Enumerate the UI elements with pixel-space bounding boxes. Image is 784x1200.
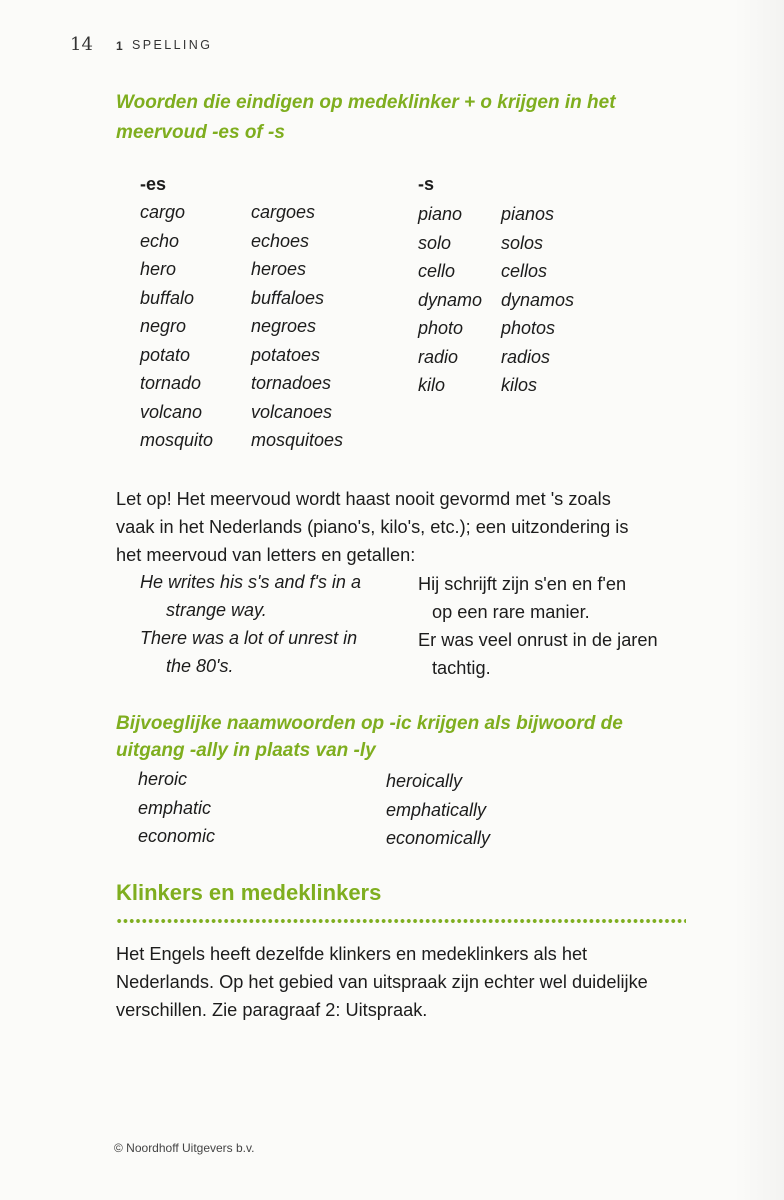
word-item: kilos [501, 375, 538, 395]
note-line1: Let op! Het meervoud wordt haast nooit gevormd met 's zoals [116, 489, 611, 509]
section3-line1: Het Engels heeft dezelfde klinkers en medeklinkers als het [116, 944, 588, 964]
example2-dutch-line2: tachtig. [432, 658, 491, 678]
word-item: tornado [140, 373, 202, 393]
word-item: echo [140, 230, 180, 251]
word-item: solos [501, 232, 544, 253]
word-item: emphatically [386, 799, 487, 820]
example1-english-line1: He writes his s's and f's in a [140, 572, 361, 592]
word-item: emphatic [138, 797, 212, 818]
example2-english-line1: There was a lot of unrest in [140, 628, 358, 648]
word-item: solo [418, 232, 452, 253]
word-item: potatoes [251, 344, 321, 365]
es-column-label: -es [140, 174, 167, 194]
word-item: radios [501, 346, 551, 367]
word-item: hero [140, 259, 177, 279]
word-item: heroic [138, 769, 188, 789]
section2-heading-line2: uitgang -ally in plaats van -ly [116, 740, 376, 761]
word-item: negro [140, 316, 187, 336]
section1-heading-line1: Woorden die eindigen op medeklinker + o krijgen in het [116, 92, 616, 113]
word-item: radio [418, 346, 459, 367]
example1-dutch-line2: op een rare manier. [432, 602, 590, 622]
dotted-divider [116, 918, 686, 924]
word-item: echoes [251, 230, 310, 251]
es-plural-list [251, 198, 343, 455]
chapter-title: SPELLING [132, 38, 213, 52]
word-item: volcanoes [251, 401, 333, 422]
adjective-list [138, 765, 215, 851]
word-item: photo [418, 318, 464, 338]
word-item: dynamos [501, 289, 575, 310]
word-item: tornadoes [251, 373, 332, 393]
s-plural-list [501, 200, 574, 400]
page-number: 14 [70, 34, 93, 55]
word-item: cargoes [251, 202, 316, 222]
section1-heading-line2: meervoud -es of -s [116, 122, 285, 143]
section3-line2: Nederlands. Op het gebied van uitspraak zijn echter wel duidelijke [116, 972, 648, 992]
word-item: negroes [251, 316, 317, 336]
word-item: cargo [140, 202, 186, 222]
word-item: buffaloes [251, 287, 325, 308]
word-item: economically [386, 828, 491, 848]
section3-title: Klinkers en medeklinkers [116, 880, 382, 905]
word-item: economic [138, 826, 216, 846]
adverb-list [386, 767, 490, 853]
word-item: kilo [418, 375, 446, 395]
s-column-label: -s [418, 174, 435, 194]
example1-dutch-line1: Hij schrijft zijn s'en en f'en [418, 574, 627, 594]
word-item: mosquitoes [251, 430, 344, 450]
word-item: dynamo [418, 289, 483, 310]
word-item: photos [501, 318, 556, 338]
example1-english-line2: strange way. [166, 600, 267, 620]
section2-heading-line1: Bijvoeglijke naamwoorden op -ic krijgen als bijwoord de [116, 713, 623, 734]
example2-dutch-line1: Er was veel onrust in de jaren [418, 630, 658, 650]
word-item: heroes [251, 259, 307, 279]
word-item: piano [418, 204, 463, 224]
es-singular-list [140, 198, 213, 455]
word-item: pianos [501, 204, 555, 224]
word-item: potato [140, 344, 191, 365]
word-item: cello [418, 261, 456, 281]
s-singular-list [418, 200, 482, 400]
note-line2: vaak in het Nederlands (piano's, kilo's, etc.); een uitzondering is [116, 517, 629, 537]
word-item: volcano [140, 401, 203, 422]
copyright-footer: © Noordhoff Uitgevers b.v. [114, 1141, 255, 1155]
chapter-number: 1 [116, 39, 123, 53]
example2-english-line2: the 80's. [166, 656, 234, 676]
word-item: heroically [386, 771, 463, 791]
word-item: mosquito [140, 430, 214, 450]
page-edge-shading [734, 0, 784, 1200]
word-item: buffalo [140, 287, 195, 308]
section3-line3: verschillen. Zie paragraaf 2: Uitspraak. [116, 1000, 428, 1020]
note-line3: het meervoud van letters en getallen: [116, 545, 416, 565]
word-item: cellos [501, 261, 548, 281]
